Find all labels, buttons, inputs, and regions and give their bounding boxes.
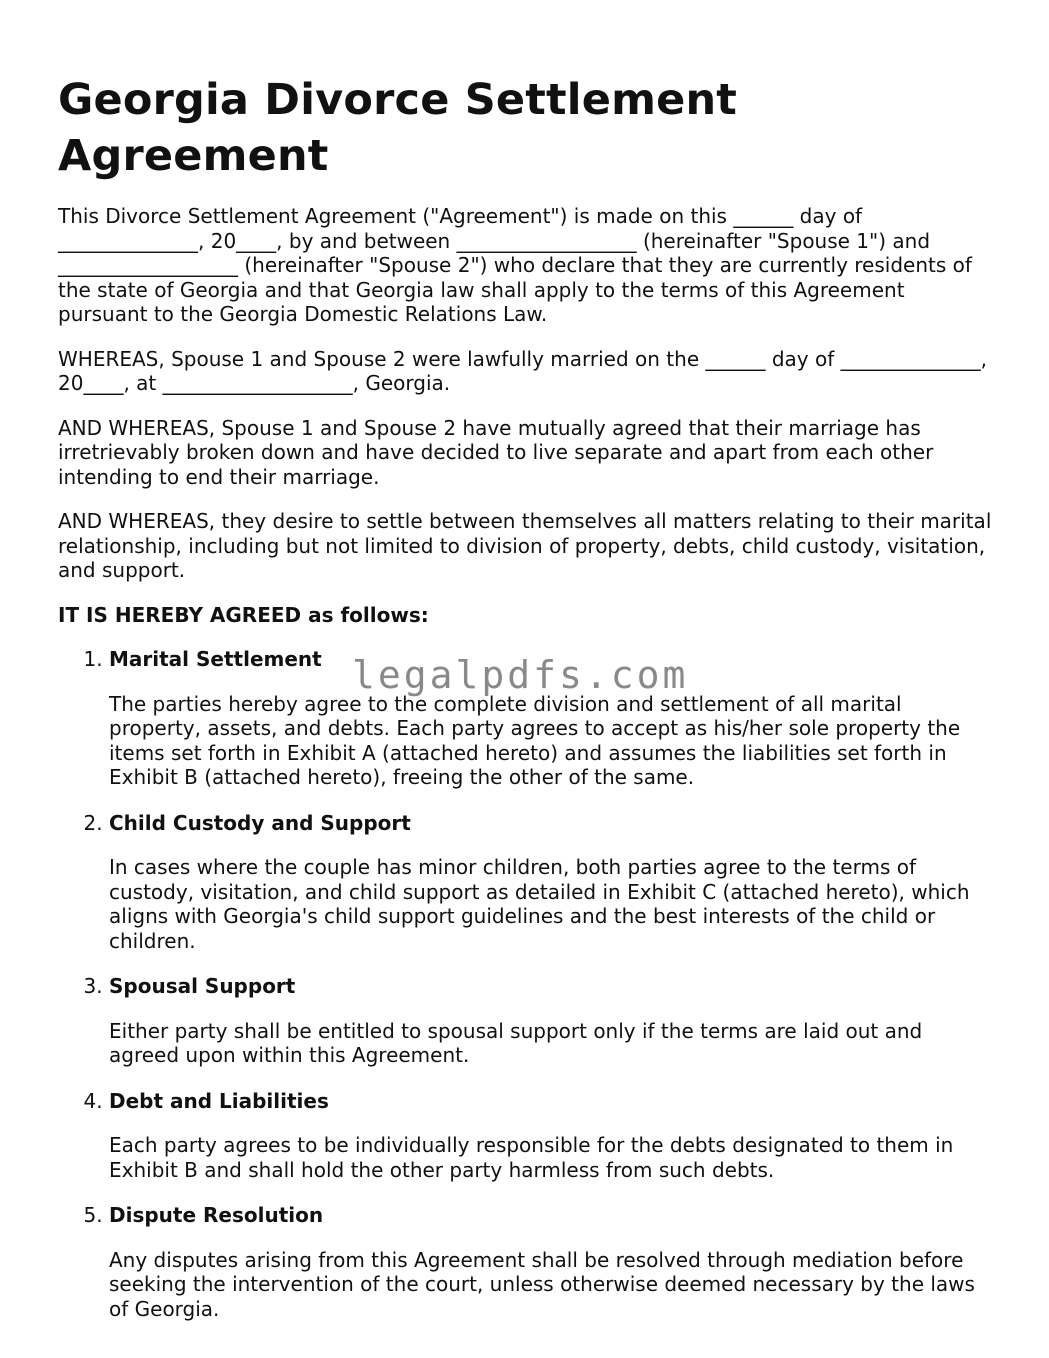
section-dispute-resolution [109,1203,993,1321]
section-body: Either party shall be entitled to spousal support only if the terms are laid out and agreed upon within this Agreement. [109,1018,923,1067]
whereas-broken-down-paragraph: AND WHEREAS, Spouse 1 and Spouse 2 have mutually agreed that their marriage has irretrievably broken down and have decided to live separate and apart from each other intending to end their marriage. [58,415,934,489]
whereas-settle-paragraph: AND WHEREAS, they desire to settle between themselves all matters relating to their marital relationship, including but not limited to division of property, debts, child custody, visitation, and support. [58,509,992,582]
section-body: Each party agrees to be individually responsible for the debts designated to them in Exhibit B and shall hold the other party harmless from such debts. [109,1133,954,1182]
agreement-sections-list [58,647,993,1321]
section-title: 5. Dispute Resolution [109,1203,324,1227]
section-body: In cases where the couple has minor children, both parties agree to the terms of custody, visitation, and child support as detailed in Exhibit C (attached hereto), which aligns with Georgia's child support guidelines and the best interests of the child or children. [109,855,970,953]
section-debt-liabilities [109,1089,993,1183]
section-title: 3. Spousal Support [109,974,296,998]
section-marital-settlement [109,647,993,790]
agreed-heading: IT IS HEREBY AGREED as follows: [58,602,429,627]
section-title: 2. Child Custody and Support [109,810,411,835]
section-child-custody [109,811,993,954]
watermark-text: legalpdfs.com [352,653,689,697]
section-body: The parties hereby agree to the complete division and settlement of all marital property, assets, and debts. Each party agrees to accept as his/her sole property the items set forth in Exhibit A (attached hereto) and assumes the liabilities set forth in Exhibit B (attached hereto), freeing the other of the same. [109,691,961,789]
section-spousal-support [109,974,993,1068]
document-title: Georgia Divorce Settlement Agreement [58,75,738,181]
whereas-married-paragraph: WHEREAS, Spouse 1 and Spouse 2 were lawfully married on the ______ day of ______________, 20____, at ___________________, Georgia. [58,346,987,395]
section-body: Any disputes arising from this Agreement shall be resolved through mediation before seeking the intervention of the court, unless otherwise deemed necessary by the laws of Georgia. [109,1247,975,1321]
document-page [58,72,993,1342]
intro-paragraph: This Divorce Settlement Agreement ("Agreement") is made on this ______ day of ______________, 20____, by and between __________________ (hereinafter "Spouse 1") and __________________ (hereinafter "Spouse 2") who declare that they are currently residents of the state of Georgia and that Georgia law shall apply to the terms of this Agreement pursuant to the Georgia Domestic Relations Law. [58,204,972,326]
section-title: 1. Marital Settlement [109,647,322,671]
section-title: 4. Debt and Liabilities [109,1088,329,1113]
